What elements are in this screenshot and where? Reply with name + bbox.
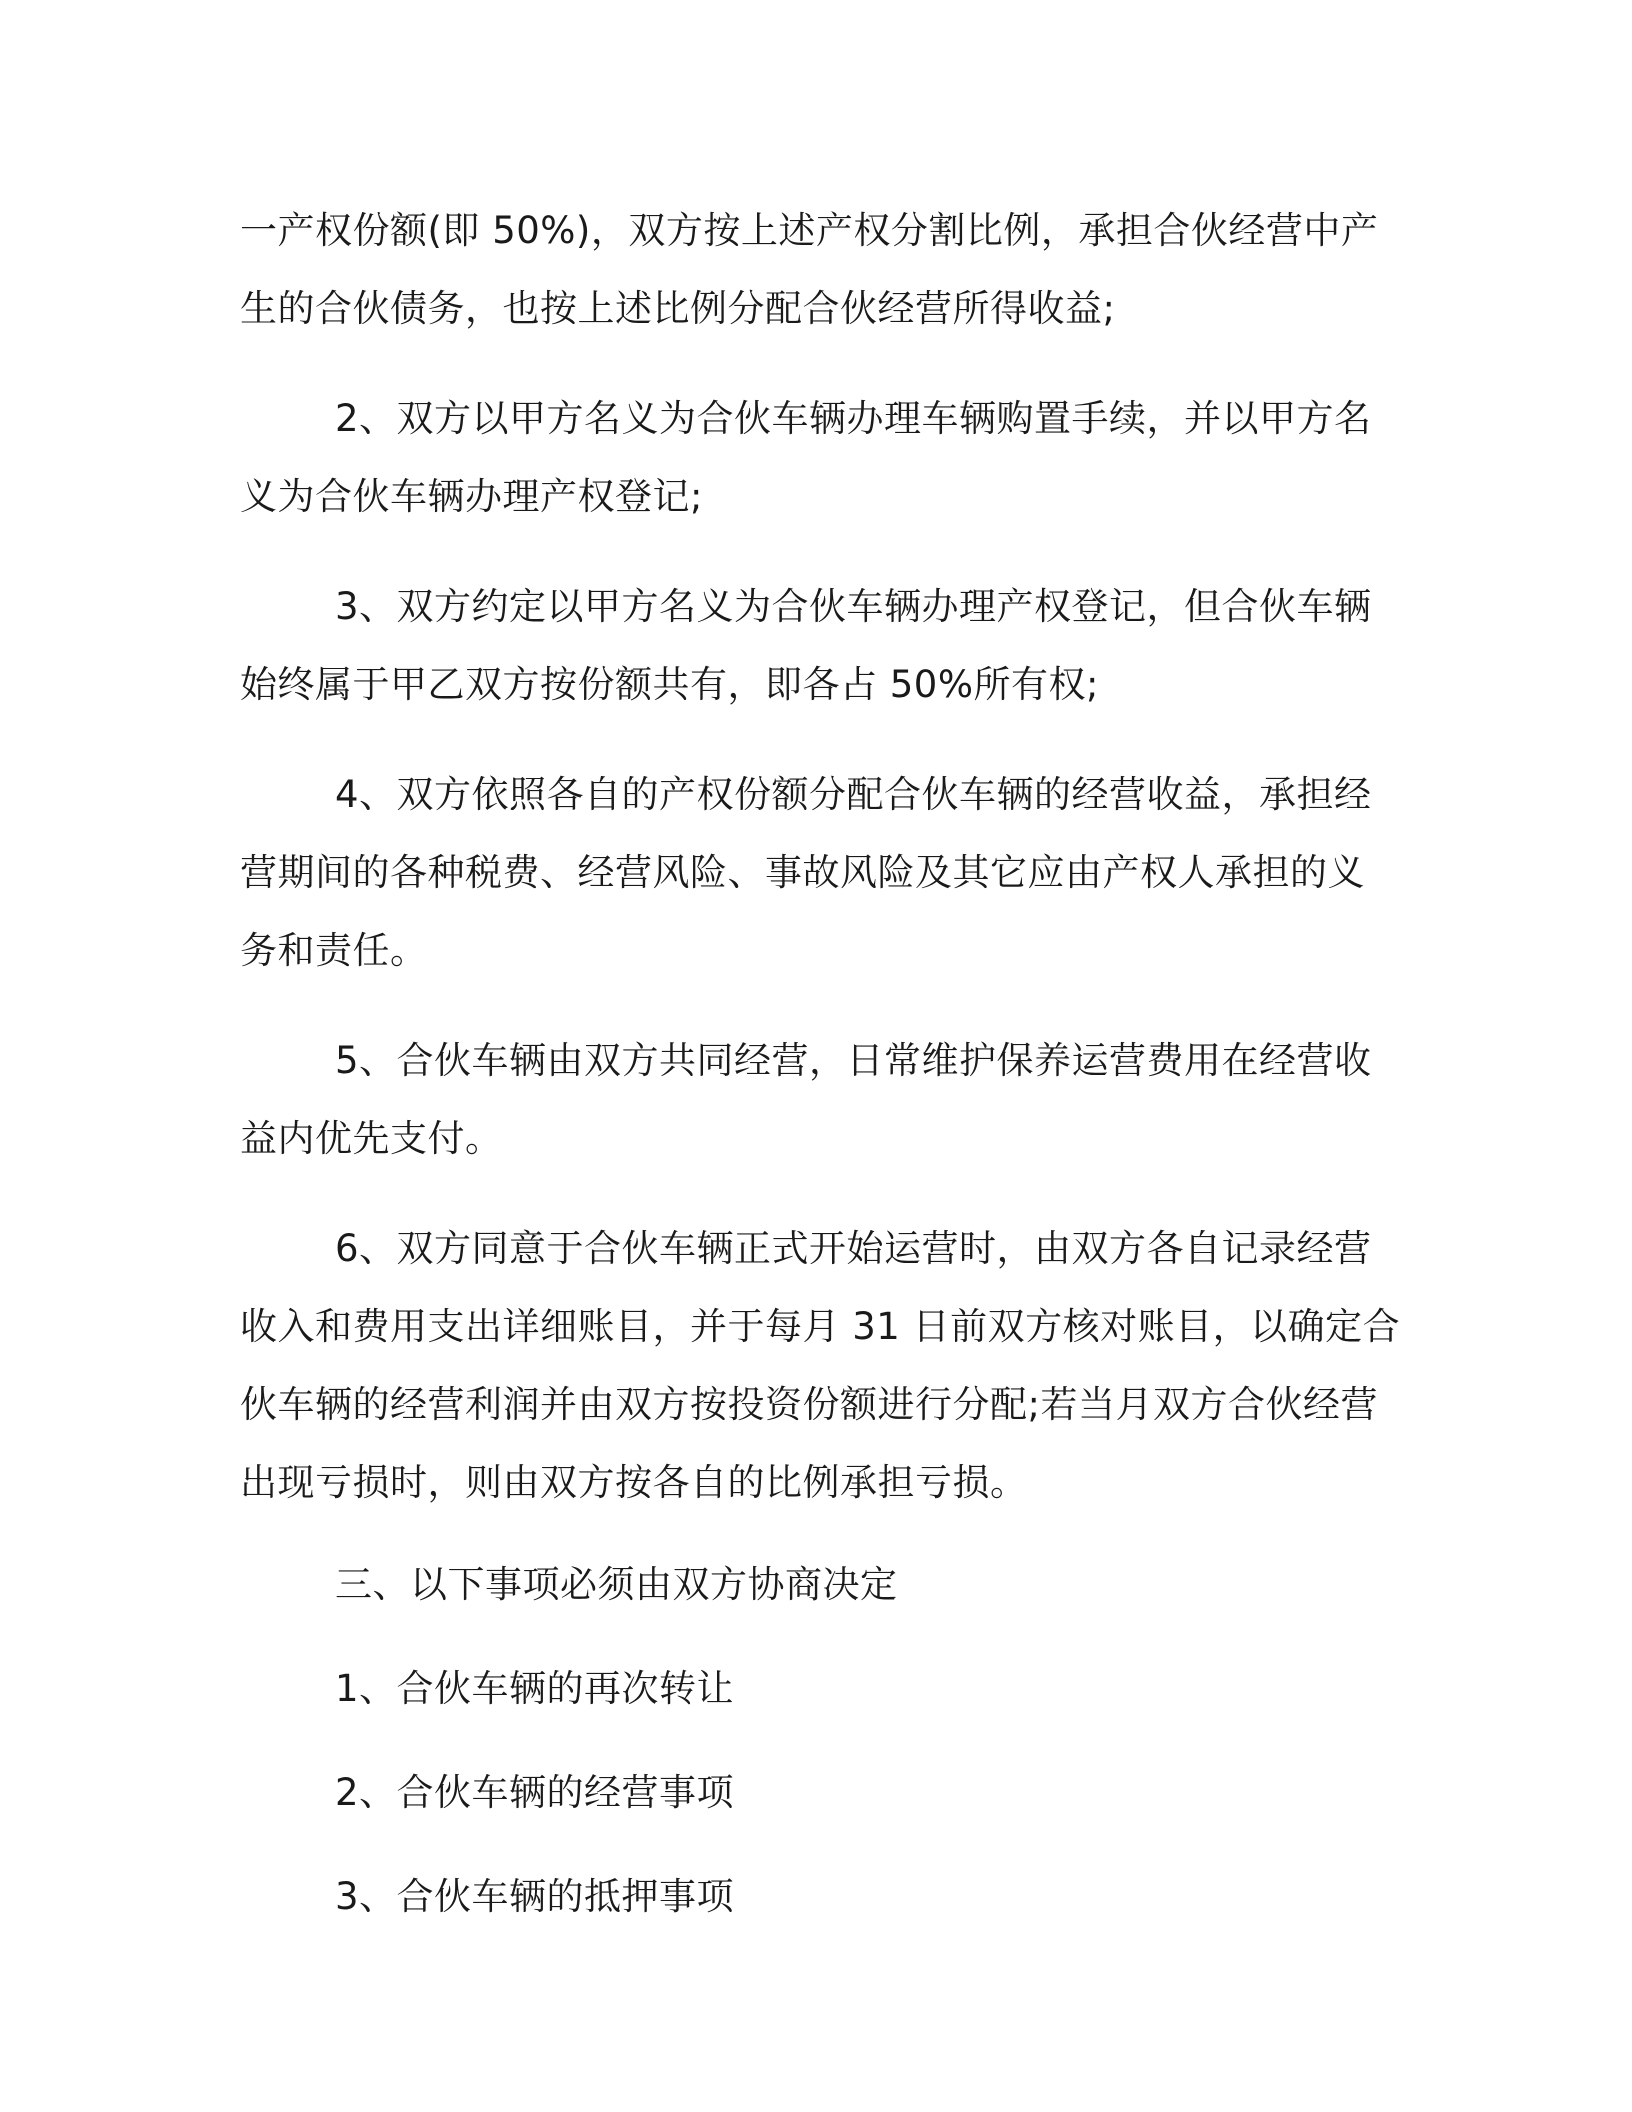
list-item-text: 3、合伙车辆的抵押事项 [335, 1875, 735, 1918]
paragraph-line: 义为合伙车辆办理产权登记; [240, 475, 703, 518]
paragraph-line: 生的合伙债务，也按上述比例分配合伙经营所得收益; [240, 287, 1116, 330]
paragraph-line: 伙车辆的经营利润并由双方按投资份额进行分配;若当月双方合伙经营 [240, 1383, 1378, 1426]
paragraph-line: 2、双方以甲方名义为合伙车辆办理车辆购置手续，并以甲方名 [335, 397, 1372, 440]
paragraph-line: 4、双方依照各自的产权份额分配合伙车辆的经营收益，承担经 [335, 773, 1372, 816]
list-item-text: 2、合伙车辆的经营事项 [335, 1771, 735, 1814]
paragraph-line: 出现亏损时，则由双方按各自的比例承担亏损。 [240, 1461, 1028, 1504]
paragraph-line: 务和责任。 [240, 929, 428, 972]
paragraph-line: 一产权份额(即 50%)，双方按上述产权分割比例，承担合伙经营中产 [240, 209, 1379, 252]
paragraph-continuation [240, 192, 1390, 348]
clause-4-paragraph [240, 756, 1390, 990]
list-item [240, 1754, 1390, 1832]
section-heading [240, 1546, 1390, 1624]
list-item-text: 1、合伙车辆的再次转让 [335, 1667, 735, 1710]
paragraph-line: 收入和费用支出详细账目，并于每月 31 日前双方核对账目，以确定合 [240, 1305, 1401, 1348]
paragraph-line: 益内优先支付。 [240, 1117, 503, 1160]
clause-5-paragraph [240, 1022, 1390, 1178]
paragraph-line: 营期间的各种税费、经营风险、事故风险及其它应由产权人承担的义 [240, 851, 1365, 894]
paragraph-line: 5、合伙车辆由双方共同经营，日常维护保养运营费用在经营收 [335, 1039, 1372, 1082]
clause-6-paragraph [240, 1210, 1401, 1522]
clause-3-paragraph [240, 568, 1390, 724]
list-item [240, 1858, 1390, 1936]
list-item [240, 1650, 1390, 1728]
paragraph-line: 始终属于甲乙双方按份额共有，即各占 50%所有权; [240, 663, 1099, 706]
section-heading-text: 三、以下事项必须由双方协商决定 [335, 1563, 898, 1606]
paragraph-line: 6、双方同意于合伙车辆正式开始运营时，由双方各自记录经营 [335, 1227, 1372, 1270]
clause-2-paragraph [240, 380, 1390, 536]
paragraph-line: 3、双方约定以甲方名义为合伙车辆办理产权登记，但合伙车辆 [335, 585, 1372, 628]
document-body [240, 192, 1401, 1962]
